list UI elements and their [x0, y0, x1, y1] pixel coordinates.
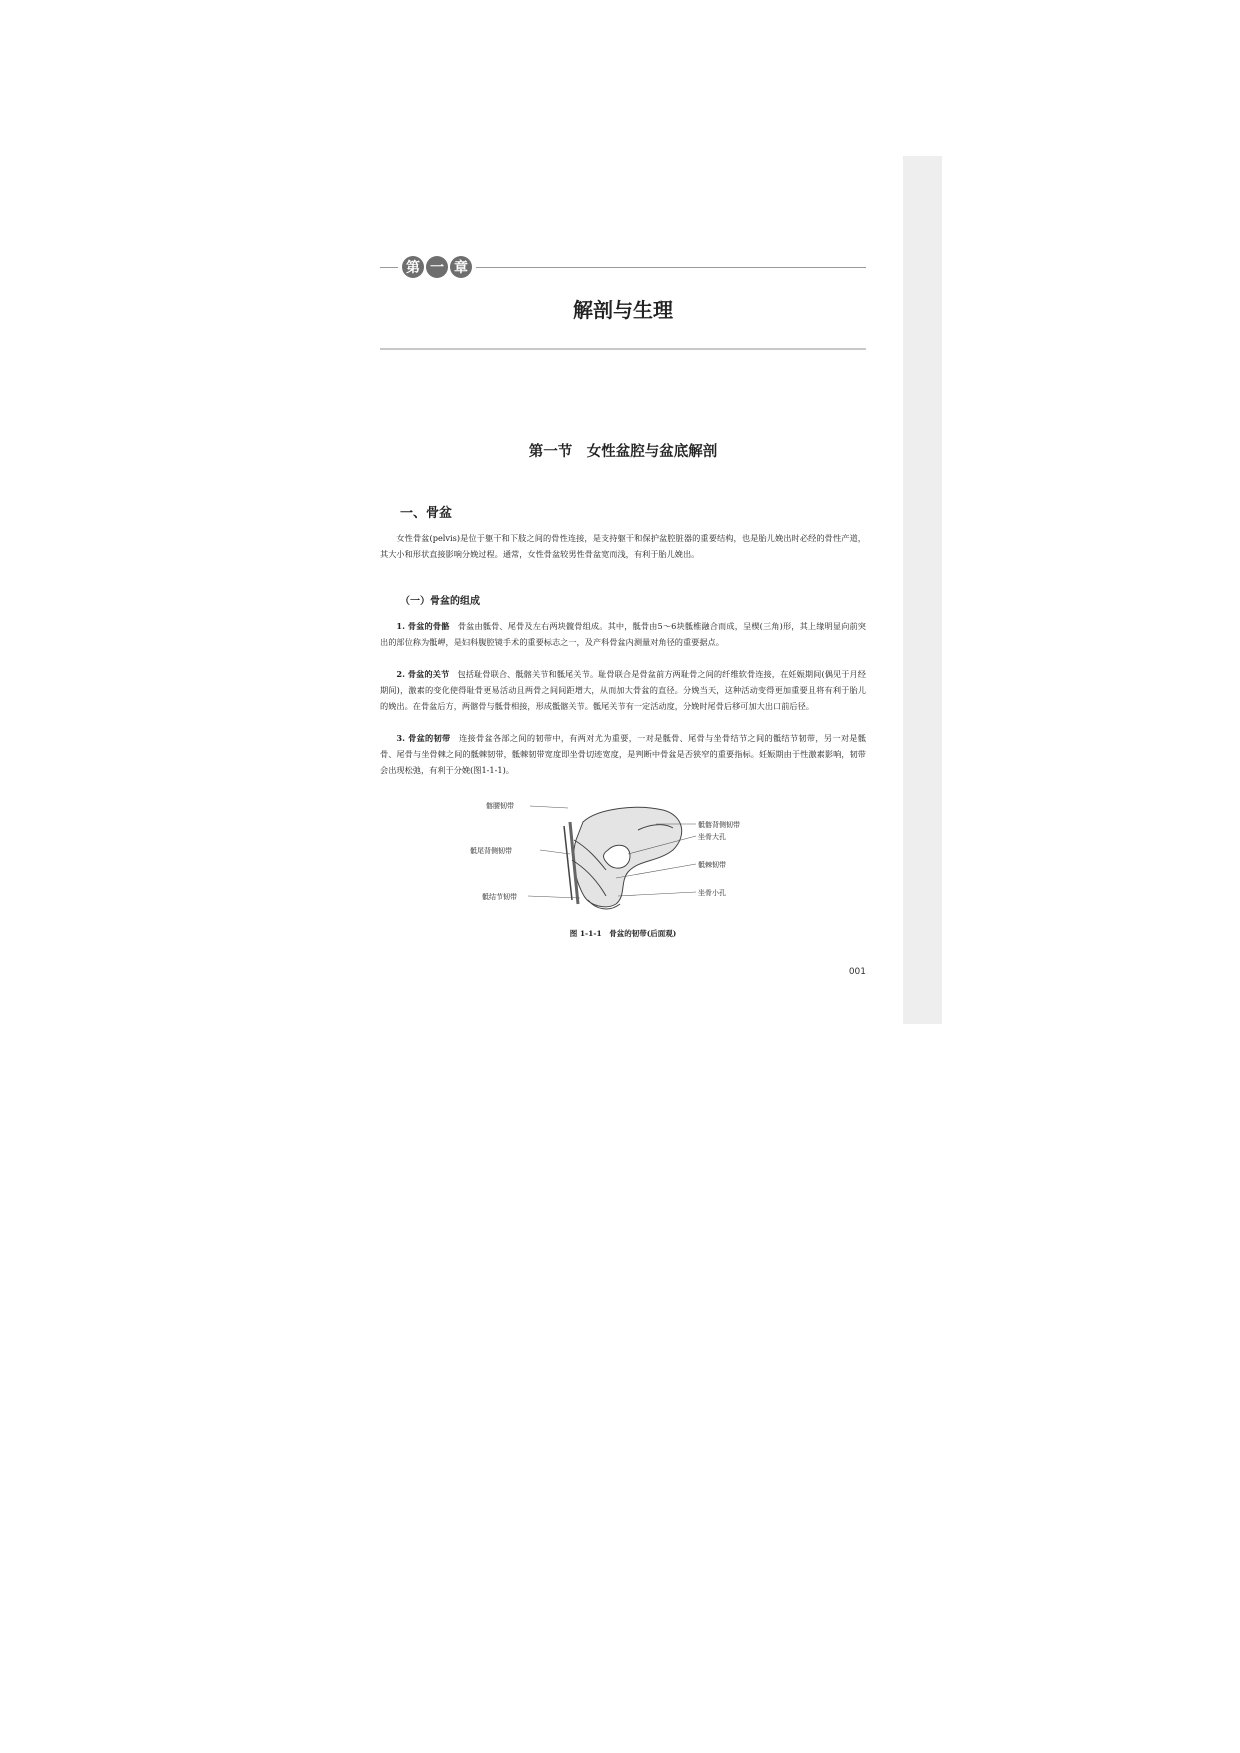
- item-text: 包括耻骨联合、骶髂关节和骶尾关节。耻骨联合是骨盆前方两耻骨之间的纤维软骨连接，在妊娠期间(偶见于月经期间)，激素的变化使得耻骨更易活动且两骨之间间距增大，从而加大骨盆的直径。分娩当天，这种活动变得更加重要且将有利于胎儿的娩出。在骨盆后方，两髂骨与骶骨相接，形成骶髂关节。骶尾关节有一定活动度，分娩时尾骨后移可加大出口前后径。: [380, 669, 866, 711]
- figure-label: 骶棘韧带: [698, 861, 726, 869]
- page-number: 001: [848, 967, 866, 977]
- section-title: 第一节 女性盆腔与盆底解剖: [528, 444, 718, 460]
- figure-label: 坐骨大孔: [698, 833, 726, 841]
- paragraph-ligaments: [380, 730, 866, 778]
- chapter-badge: [398, 256, 476, 278]
- figure-label: 坐骨小孔: [698, 889, 726, 897]
- side-strip: [903, 156, 942, 1024]
- paragraph-bones: [380, 618, 866, 650]
- figure-caption: 图 1-1-1 骨盆的韧带(后面观): [569, 929, 677, 938]
- pelvis-ligament-figure: [470, 800, 748, 920]
- figure-label: 骶髂背侧韧带: [698, 821, 740, 829]
- intro-paragraph: 女性骨盆(pelvis)是位于躯干和下肢之间的骨性连接，是支持躯干和保护盆腔脏器的重要结构，也是胎儿娩出时必经的骨性产道，其大小和形状直接影响分娩过程。通常，女性骨盆较男性骨盆宽而浅，有利于胎儿娩出。: [380, 533, 866, 559]
- chapter-badge-char: 章: [450, 256, 472, 278]
- heading-level-2: （一）骨盆的组成: [400, 596, 480, 607]
- item-text: 连接骨盆各部之间的韧带中，有两对尤为重要，一对是骶骨、尾骨与坐骨结节之间的骶结节韧带，另一对是骶骨、尾骨与坐骨棘之间的骶棘韧带，骶棘韧带宽度即坐骨切迹宽度，是判断中骨盆是否狭窄的重要指标。妊娠期由于性激素影响，韧带会出现松弛，有利于分娩(图1-1-1)。: [380, 733, 866, 775]
- heading-level-1: 一、骨盆: [400, 506, 453, 521]
- item-head: 3. 骨盆的韧带: [396, 733, 451, 743]
- book-page: [380, 240, 866, 980]
- chapter-title: 解剖与生理: [573, 298, 673, 322]
- title-divider: [380, 348, 866, 350]
- figure-label: 骶尾背侧韧带: [470, 847, 512, 855]
- item-head: 2. 骨盆的关节: [396, 669, 450, 679]
- paragraph-joints: [380, 666, 866, 714]
- item-text: 骨盆由骶骨、尾骨及左右两块髋骨组成。其中，骶骨由5～6块骶椎融合而成，呈楔(三角)形，其上缘明显向前突出的部位称为骶岬，是妇科腹腔镜手术的重要标志之一，及产科骨盆内测量对角径的重要据点。: [380, 621, 866, 647]
- chapter-badge-char: 一: [426, 256, 448, 278]
- figure-label: 髂腰韧带: [486, 802, 514, 810]
- figure-label: 骶结节韧带: [482, 893, 517, 901]
- item-head: 1. 骨盆的骨骼: [396, 621, 450, 631]
- chapter-badge-char: 第: [402, 256, 424, 278]
